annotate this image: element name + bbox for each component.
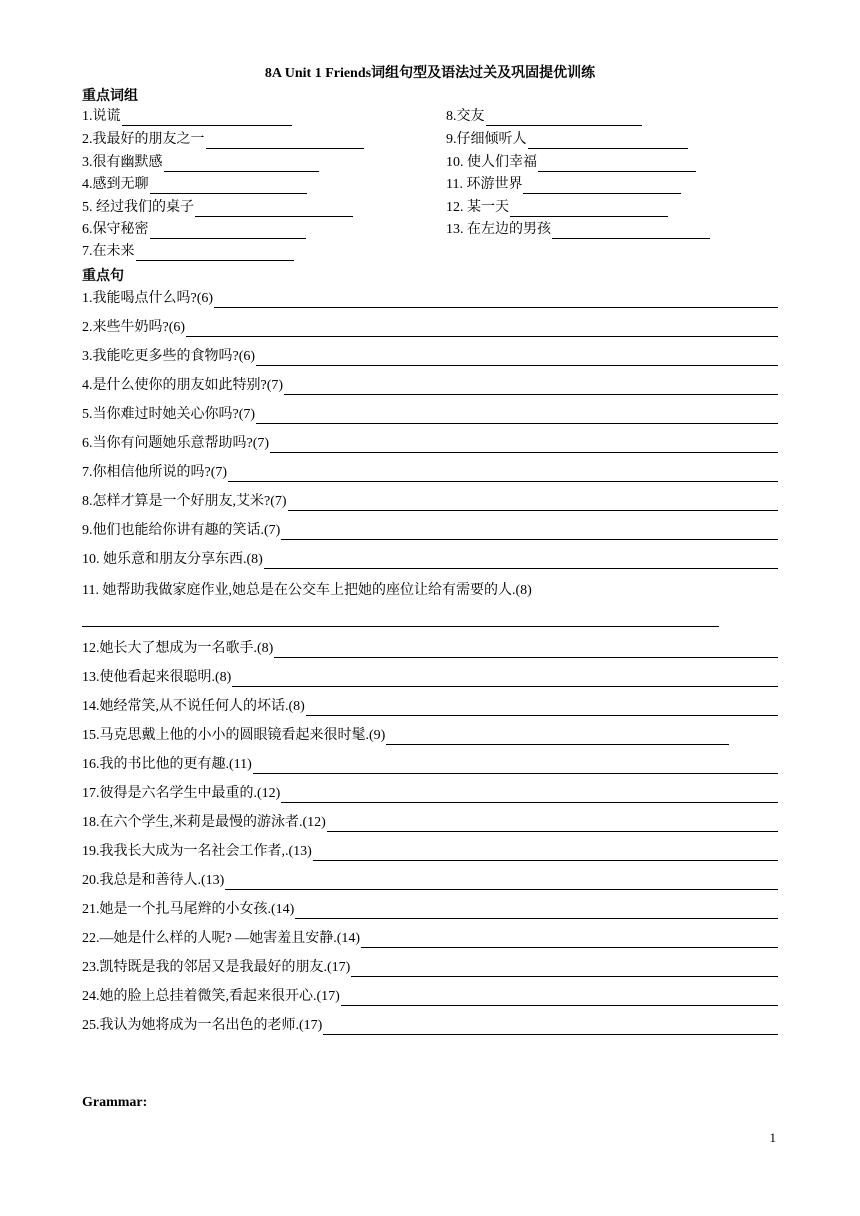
- answer-blank[interactable]: [510, 201, 668, 217]
- answer-blank[interactable]: [264, 553, 778, 569]
- sentence-item: 11. 她帮助我做家庭作业,她总是在公交车上把她的座位让给有需要的人.(8): [82, 583, 532, 598]
- answer-blank[interactable]: [281, 787, 778, 803]
- phrase-item: 3.很有幽默感: [82, 154, 319, 172]
- sentence-item: 23.凯特既是我的邻居又是我最好的朋友.(17): [82, 959, 778, 977]
- answer-blank[interactable]: [228, 466, 778, 482]
- answer-blank[interactable]: [232, 671, 778, 687]
- answer-blank[interactable]: [253, 758, 778, 774]
- phrase-item: 11. 环游世界: [446, 176, 681, 194]
- sentence-item: 15.马克思戴上他的小小的圆眼镜看起来很时髦.(9): [82, 727, 729, 745]
- answer-blank[interactable]: [295, 903, 778, 919]
- sentence-item: 20.我总是和善待人.(13): [82, 872, 778, 890]
- answer-blank[interactable]: [136, 245, 294, 261]
- answer-blank[interactable]: [306, 700, 778, 716]
- phrase-item: 10. 使人们幸福: [446, 154, 696, 172]
- answer-blank[interactable]: [150, 223, 306, 239]
- answer-blank[interactable]: [274, 642, 778, 658]
- answer-blank[interactable]: [386, 729, 729, 745]
- phrase-item: 6.保守秘密: [82, 221, 306, 239]
- phrase-item: 12. 某一天: [446, 199, 668, 217]
- answer-blank[interactable]: [288, 495, 778, 511]
- sentence-item: 22.—她是什么样的人呢? —她害羞且安静.(14): [82, 930, 778, 948]
- sentence-item: 13.使他看起来很聪明.(8): [82, 669, 778, 687]
- phrase-item: 4.感到无聊: [82, 176, 307, 194]
- answer-blank[interactable]: [206, 133, 364, 149]
- sentence-item: 5.当你难过时她关心你吗?(7): [82, 406, 778, 424]
- answer-blank[interactable]: [323, 1019, 778, 1035]
- answer-blank[interactable]: [523, 178, 681, 194]
- sentence-item: 21.她是一个扎马尾辫的小女孩.(14): [82, 901, 778, 919]
- sentence-item: 24.她的脸上总挂着微笑,看起来很开心.(17): [82, 988, 778, 1006]
- sentence-item: 18.在六个学生,米莉是最慢的游泳者.(12): [82, 814, 778, 832]
- sentence-item: 2.来些牛奶吗?(6): [82, 319, 778, 337]
- phrase-item: 8.交友: [446, 108, 642, 126]
- sentence-item: 4.是什么使你的朋友如此特别?(7): [82, 377, 778, 395]
- sentence-item: 7.你相信他所说的吗?(7): [82, 464, 778, 482]
- answer-blank[interactable]: [256, 350, 778, 366]
- answer-blank[interactable]: [284, 379, 778, 395]
- answer-blank[interactable]: [82, 626, 719, 627]
- sentence-item: 8.怎样才算是一个好朋友,艾米?(7): [82, 493, 778, 511]
- phrase-item: 9.仔细倾听人: [446, 131, 688, 149]
- sentence-item: 17.彼得是六名学生中最重的.(12): [82, 785, 778, 803]
- page-title: 8A Unit 1 Friends词组句型及语法过关及巩固提优训练: [264, 66, 596, 81]
- sentence-item: 6.当你有问题她乐意帮助吗?(7): [82, 435, 778, 453]
- answer-blank[interactable]: [225, 874, 778, 890]
- answer-blank[interactable]: [186, 321, 778, 337]
- sentence-item: 3.我能吃更多些的食物吗?(6): [82, 348, 778, 366]
- answer-blank[interactable]: [486, 110, 642, 126]
- phrase-item: 2.我最好的朋友之一: [82, 131, 364, 149]
- answer-blank[interactable]: [552, 223, 710, 239]
- answer-blank[interactable]: [281, 524, 778, 540]
- answer-blank[interactable]: [327, 816, 778, 832]
- sentence-item: 19.我我长大成为一名社会工作者,.(13): [82, 843, 778, 861]
- answer-blank[interactable]: [528, 133, 688, 149]
- answer-blank[interactable]: [270, 437, 778, 453]
- sentences-heading: 重点句: [82, 269, 124, 284]
- sentence-item: 16.我的书比他的更有趣.(11): [82, 756, 778, 774]
- phrase-item: 7.在未来: [82, 243, 294, 261]
- sentence-item: 14.她经常笑,从不说任何人的坏话.(8): [82, 698, 778, 716]
- sentence-item: 25.我认为她将成为一名出色的老师.(17): [82, 1017, 778, 1035]
- answer-blank[interactable]: [538, 156, 696, 172]
- answer-blank[interactable]: [313, 845, 778, 861]
- answer-blank[interactable]: [351, 961, 778, 977]
- answer-blank[interactable]: [164, 156, 319, 172]
- sentence-item: 12.她长大了想成为一名歌手.(8): [82, 640, 778, 658]
- grammar-heading: Grammar:: [82, 1095, 148, 1110]
- phrase-item: 5. 经过我们的桌子: [82, 199, 353, 217]
- page-number: 1: [769, 1130, 776, 1145]
- answer-blank[interactable]: [122, 110, 292, 126]
- answer-blank[interactable]: [256, 408, 778, 424]
- answer-blank[interactable]: [214, 292, 778, 308]
- answer-blank[interactable]: [361, 932, 778, 948]
- phrase-item: 1.说谎: [82, 108, 292, 126]
- phrase-item: 13. 在左边的男孩: [446, 221, 710, 239]
- sentence-item: 9.他们也能给你讲有趣的笑话.(7): [82, 522, 778, 540]
- phrases-heading: 重点词组: [82, 89, 138, 104]
- sentence-item: 1.我能喝点什么吗?(6): [82, 290, 778, 308]
- answer-blank[interactable]: [150, 178, 307, 194]
- sentence-item: 10. 她乐意和朋友分享东西.(8): [82, 551, 778, 569]
- answer-blank[interactable]: [341, 990, 778, 1006]
- answer-blank[interactable]: [195, 201, 353, 217]
